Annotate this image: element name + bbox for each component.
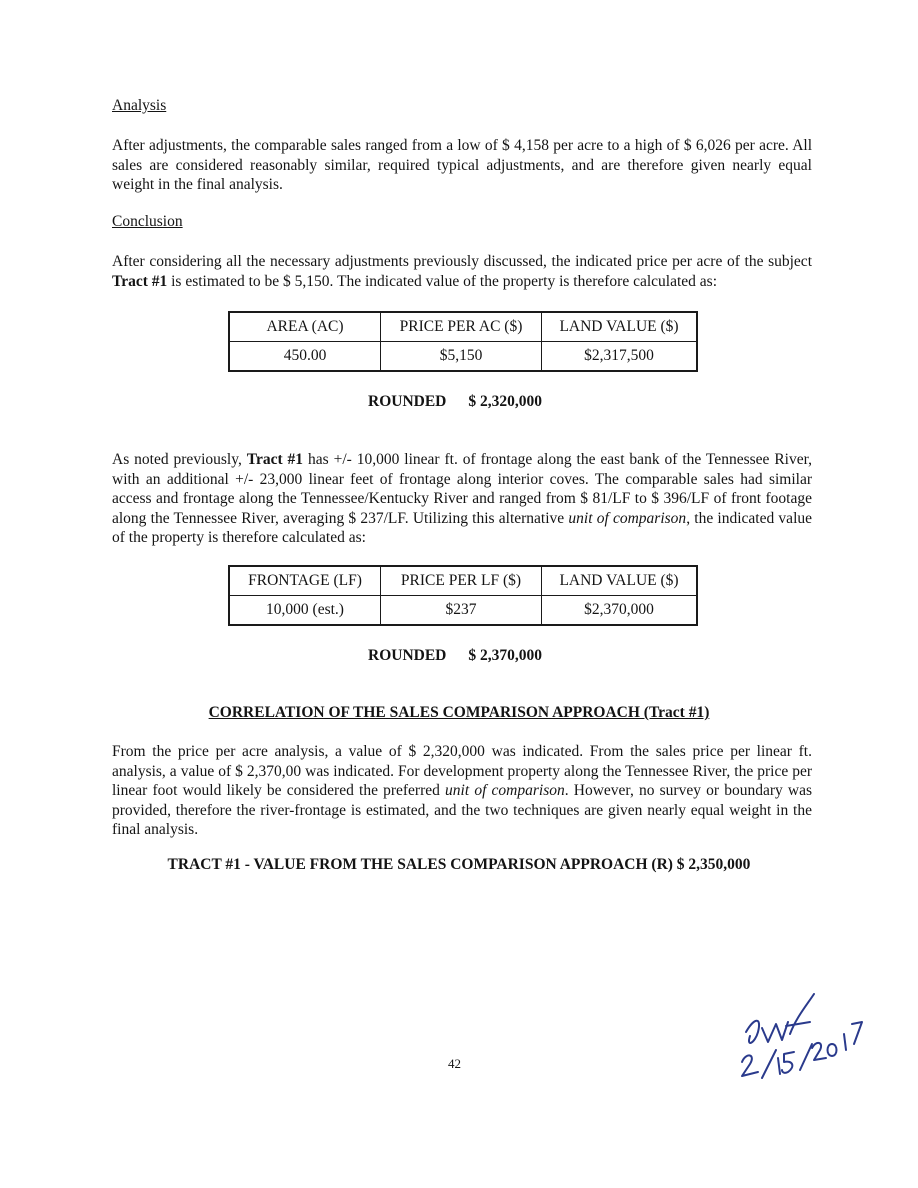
conclusion-text-b: is estimated to be $ 5,150. The indicated value of the property is therefore calculated as: (167, 272, 718, 290)
rounded-2-amount: $ 2,370,000 (468, 647, 542, 664)
correlation-text-b: . However, no survey or boundary was provided, therefore the river-frontage is estimated, and the two techniques are given nearly equal weight in the final analysis. (112, 782, 812, 838)
acre-cell-land-value: $2,317,500 (542, 342, 698, 372)
analysis-line-2: All sales are considered reasonably similar, required typical adjustments, and are therefore given nearly equal weight in the final analysis. (112, 137, 812, 193)
frontage-value-table (228, 565, 698, 626)
frontage-paragraph (112, 450, 812, 548)
conclusion-heading: Conclusion (112, 213, 183, 230)
final-value-statement: TRACT #1 - VALUE FROM THE SALES COMPARISON APPROACH (R) $ 2,350,000 (167, 856, 751, 873)
correlation-unit-italic: unit of comparison (445, 782, 565, 799)
correlation-heading (0, 704, 918, 722)
page-number: 42 (448, 1056, 461, 1071)
correlation-text-a: From the price per acre analysis, a value of $ 2,320,000 was indicated. From the sales price per linear ft. analysis, a value of $ 2,370,00 was indicated. For development property along the Tennessee River, the price per linear foot would likely be considered the preferred (112, 743, 812, 799)
acre-value-table (228, 311, 698, 372)
rounded-value-1 (368, 393, 542, 411)
rounded-value-2 (368, 647, 542, 665)
acre-cell-price: $5,150 (381, 342, 542, 372)
frontage-text-a: As noted previously, (112, 451, 247, 468)
acre-table-header-row (229, 312, 697, 342)
frontage-header-land-value: LAND VALUE ($) (542, 566, 698, 596)
frontage-text-b: has +/- 10,000 linear ft. of frontage along the east bank of the Tennessee River, with an additional +/- 23,000 linear feet of frontage along interior coves. The comparable sales had similar access and frontage along the Tennessee/Kentucky River and ranged from $ 81/LF to $ 396/LF of front footage along the Tennessee River, averaging $ 237/LF. Utilizing this alternative (112, 451, 813, 527)
acre-cell-area: 450.00 (229, 342, 381, 372)
conclusion-paragraph (112, 252, 812, 291)
correlation-heading-text: CORRELATION OF THE SALES COMPARISON APPROACH (Tract #1) (208, 704, 710, 721)
analysis-heading: Analysis (112, 97, 167, 114)
frontage-header-lf: FRONTAGE (LF) (229, 566, 381, 596)
rounded-2-label: ROUNDED (368, 647, 447, 664)
frontage-unit-italic: unit of comparison (568, 509, 687, 527)
frontage-table-header-row (229, 566, 697, 596)
signature-initials-date (728, 988, 878, 1088)
analysis-paragraph (112, 136, 812, 195)
conclusion-text-a: After considering all the necessary adjustments previously discussed, the indicated price per acre of the subject (112, 253, 812, 270)
analysis-line-1: After adjustments, the comparable sales ranged from a low of $ 4,158 per acre to a high of $ 6,026 per acre. (112, 137, 789, 154)
acre-table-row (229, 342, 697, 372)
frontage-cell-price: $237 (381, 596, 542, 626)
frontage-cell-lf: 10,000 (est.) (229, 596, 381, 626)
acre-header-price: PRICE PER AC ($) (381, 312, 542, 342)
frontage-tract-bold: Tract #1 (246, 451, 304, 468)
frontage-table-row (229, 596, 697, 626)
frontage-cell-land-value: $2,370,000 (542, 596, 698, 626)
rounded-1-label: ROUNDED (368, 393, 447, 410)
frontage-header-price: PRICE PER LF ($) (381, 566, 542, 596)
frontage-text-c: , the indicated value of the property is therefore calculated as: (112, 509, 813, 546)
acre-header-land-value: LAND VALUE ($) (542, 312, 698, 342)
acre-header-area: AREA (AC) (229, 312, 381, 342)
correlation-paragraph (112, 742, 812, 840)
rounded-1-amount: $ 2,320,000 (468, 393, 542, 410)
conclusion-tract-bold: Tract #1 (112, 272, 168, 290)
